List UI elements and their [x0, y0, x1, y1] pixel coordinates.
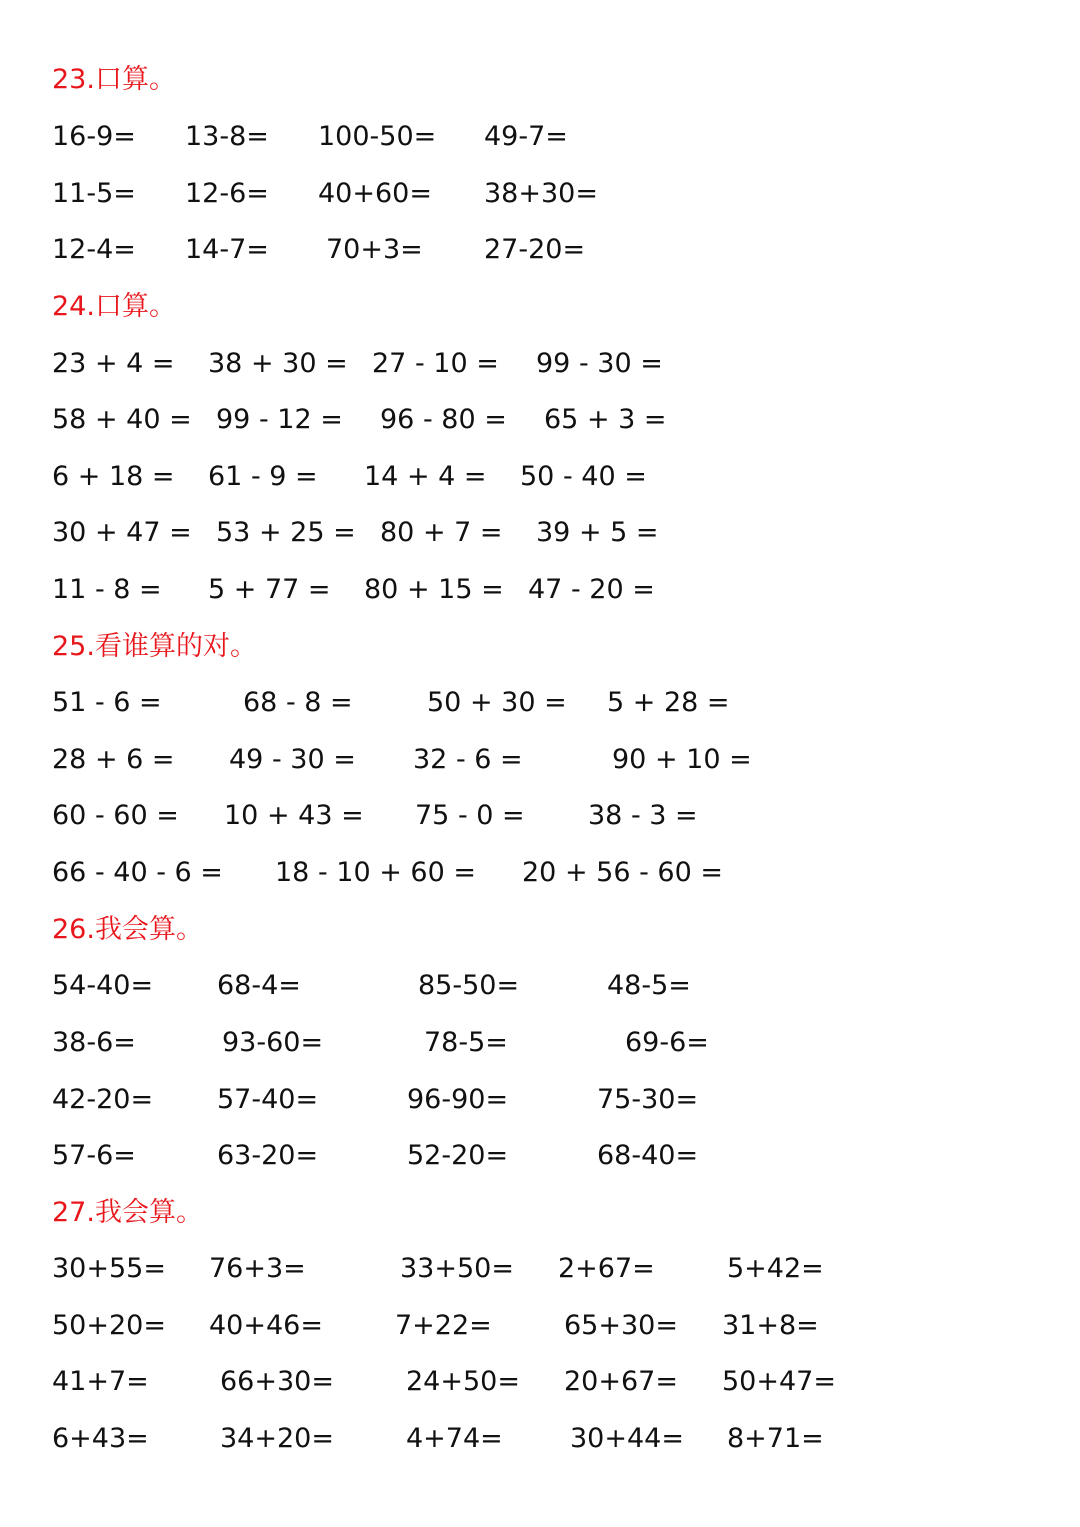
problem-27-2-2: 40+46= — [209, 1310, 323, 1341]
problem-27-4-5: 8+71= — [727, 1423, 824, 1454]
problem-24-4-1: 30 + 47 = — [52, 517, 192, 548]
problem-27-3-5: 50+47= — [722, 1366, 836, 1397]
problem-23-3-2: 14-7= — [185, 234, 269, 265]
problem-26-3-4: 75-30= — [597, 1084, 699, 1115]
problem-27-1-1: 30+55= — [52, 1253, 166, 1284]
problem-24-4-3: 80 + 7 = — [380, 517, 503, 548]
problem-24-4-4: 39 + 5 = — [536, 517, 659, 548]
problem-23-1-3: 100-50= — [318, 121, 437, 152]
problem-26-1-4: 48-5= — [607, 970, 691, 1001]
section-heading-25: 25.看谁算的对。 — [52, 631, 257, 662]
problem-23-1-1: 16-9= — [52, 121, 136, 152]
problem-25-3-2: 10 + 43 = — [224, 800, 364, 831]
problem-27-2-3: 7+22= — [395, 1310, 492, 1341]
problem-24-3-3: 14 + 4 = — [364, 461, 487, 492]
problem-25-4-2: 18 - 10 + 60 = — [275, 857, 476, 888]
problem-23-2-3: 40+60= — [318, 178, 432, 209]
problem-26-2-2: 93-60= — [222, 1027, 324, 1058]
problem-25-3-3: 75 - 0 = — [415, 800, 525, 831]
problem-24-1-4: 99 - 30 = — [536, 348, 663, 379]
problem-25-4-1: 66 - 40 - 6 = — [52, 857, 223, 888]
problem-26-1-1: 54-40= — [52, 970, 154, 1001]
problem-25-1-3: 50 + 30 = — [427, 687, 567, 718]
problem-26-3-3: 96-90= — [407, 1084, 509, 1115]
problem-25-2-4: 90 + 10 = — [612, 744, 752, 775]
problem-24-2-1: 58 + 40 = — [52, 404, 192, 435]
problem-24-1-3: 27 - 10 = — [372, 348, 499, 379]
problem-26-2-4: 69-6= — [625, 1027, 709, 1058]
section-heading-24: 24.口算。 — [52, 291, 176, 322]
problem-27-4-3: 4+74= — [406, 1423, 503, 1454]
problem-27-3-1: 41+7= — [52, 1366, 149, 1397]
problem-27-3-3: 24+50= — [406, 1366, 520, 1397]
problem-27-4-4: 30+44= — [570, 1423, 684, 1454]
problem-23-1-4: 49-7= — [484, 121, 568, 152]
problem-26-1-2: 68-4= — [217, 970, 301, 1001]
problem-24-5-3: 80 + 15 = — [364, 574, 504, 605]
problem-26-4-3: 52-20= — [407, 1140, 509, 1171]
problem-24-2-2: 99 - 12 = — [216, 404, 343, 435]
problem-27-3-4: 20+67= — [564, 1366, 678, 1397]
problem-27-1-2: 76+3= — [209, 1253, 306, 1284]
problem-27-1-4: 2+67= — [558, 1253, 655, 1284]
problem-26-2-1: 38-6= — [52, 1027, 136, 1058]
problem-25-4-3: 20 + 56 - 60 = — [522, 857, 723, 888]
problem-26-3-1: 42-20= — [52, 1084, 154, 1115]
problem-27-3-2: 66+30= — [220, 1366, 334, 1397]
problem-25-1-2: 68 - 8 = — [243, 687, 353, 718]
problem-23-3-3: 70+3= — [326, 234, 423, 265]
problem-25-1-4: 5 + 28 = — [607, 687, 730, 718]
problem-24-3-1: 6 + 18 = — [52, 461, 175, 492]
section-heading-26: 26.我会算。 — [52, 914, 203, 945]
problem-27-1-3: 33+50= — [400, 1253, 514, 1284]
problem-27-2-1: 50+20= — [52, 1310, 166, 1341]
problem-25-2-2: 49 - 30 = — [229, 744, 356, 775]
problem-23-1-2: 13-8= — [185, 121, 269, 152]
problem-24-2-4: 65 + 3 = — [544, 404, 667, 435]
problem-24-5-4: 47 - 20 = — [528, 574, 655, 605]
problem-24-3-4: 50 - 40 = — [520, 461, 647, 492]
problem-23-2-1: 11-5= — [52, 178, 136, 209]
problem-23-2-2: 12-6= — [185, 178, 269, 209]
problem-26-1-3: 85-50= — [418, 970, 520, 1001]
problem-24-4-2: 53 + 25 = — [216, 517, 356, 548]
problem-24-2-3: 96 - 80 = — [380, 404, 507, 435]
section-heading-23: 23.口算。 — [52, 64, 176, 95]
problem-25-2-3: 32 - 6 = — [413, 744, 523, 775]
problem-26-4-4: 68-40= — [597, 1140, 699, 1171]
problem-26-3-2: 57-40= — [217, 1084, 319, 1115]
problem-23-2-4: 38+30= — [484, 178, 598, 209]
problem-25-1-1: 51 - 6 = — [52, 687, 162, 718]
problem-27-2-4: 65+30= — [564, 1310, 678, 1341]
problem-26-4-2: 63-20= — [217, 1140, 319, 1171]
problem-23-3-1: 12-4= — [52, 234, 136, 265]
problem-24-5-1: 11 - 8 = — [52, 574, 162, 605]
problem-27-4-1: 6+43= — [52, 1423, 149, 1454]
problem-24-5-2: 5 + 77 = — [208, 574, 331, 605]
problem-27-4-2: 34+20= — [220, 1423, 334, 1454]
section-heading-27: 27.我会算。 — [52, 1197, 203, 1228]
problem-24-1-1: 23 + 4 = — [52, 348, 175, 379]
problem-24-1-2: 38 + 30 = — [208, 348, 348, 379]
problem-26-2-3: 78-5= — [424, 1027, 508, 1058]
problem-25-3-4: 38 - 3 = — [588, 800, 698, 831]
problem-27-1-5: 5+42= — [727, 1253, 824, 1284]
problem-25-3-1: 60 - 60 = — [52, 800, 179, 831]
problem-25-2-1: 28 + 6 = — [52, 744, 175, 775]
problem-26-4-1: 57-6= — [52, 1140, 136, 1171]
problem-24-3-2: 61 - 9 = — [208, 461, 318, 492]
problem-23-3-4: 27-20= — [484, 234, 586, 265]
problem-27-2-5: 31+8= — [722, 1310, 819, 1341]
